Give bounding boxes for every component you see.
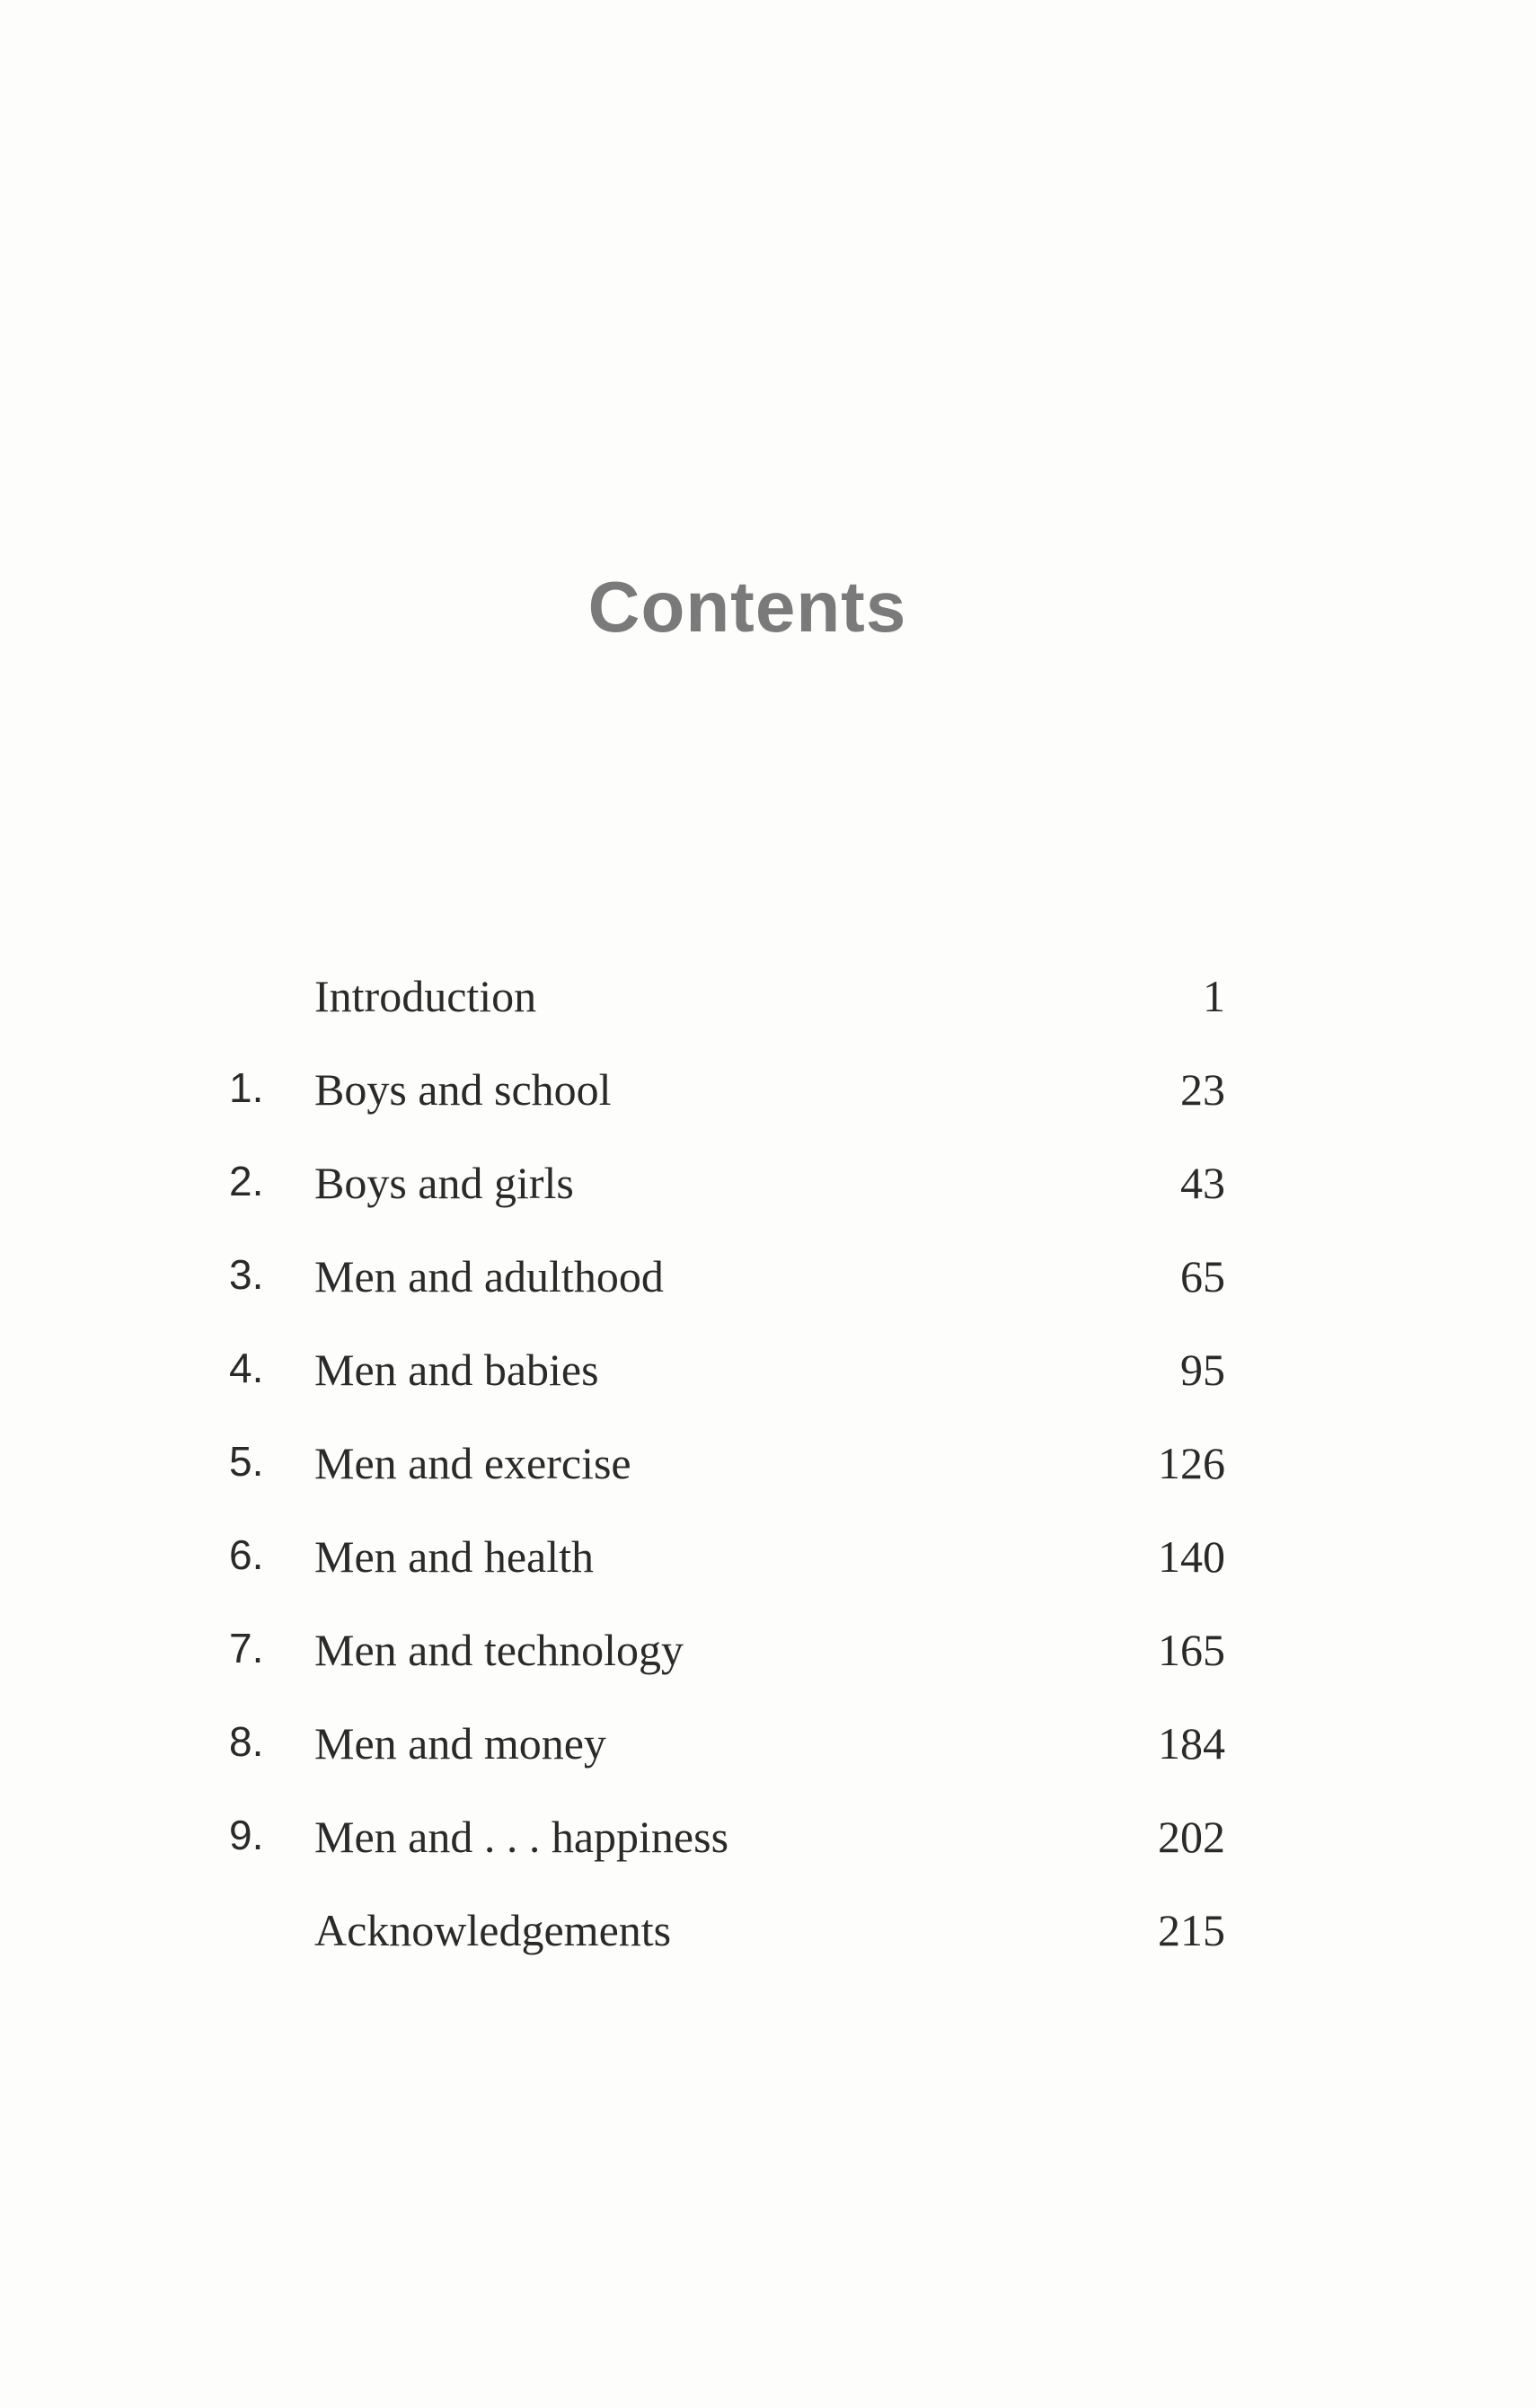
chapter-number: 4. — [229, 1345, 264, 1391]
chapter-title: Men and . . . happiness — [314, 1812, 729, 1862]
page-number: 23 — [1180, 1064, 1225, 1115]
page-number: 215 — [1158, 1905, 1225, 1955]
chapter-number: 3. — [229, 1251, 264, 1298]
page-title: Contents — [587, 567, 907, 647]
chapter-title: Men and adulthood — [314, 1251, 664, 1301]
toc-entry[interactable] — [0, 1717, 1536, 1807]
toc-entry[interactable] — [0, 1530, 1536, 1620]
page-number: 140 — [1158, 1531, 1225, 1582]
page-number: 126 — [1158, 1438, 1225, 1488]
toc-entry[interactable] — [0, 1344, 1536, 1433]
chapter-title: Acknowledgements — [314, 1905, 672, 1955]
page-number: 95 — [1180, 1345, 1225, 1395]
chapter-title: Men and technology — [314, 1625, 684, 1675]
page-number: 1 — [1203, 971, 1225, 1021]
page-number: 202 — [1158, 1812, 1225, 1862]
toc-entry[interactable] — [0, 1624, 1536, 1714]
chapter-title: Introduction — [314, 971, 537, 1021]
toc-entry[interactable] — [0, 1157, 1536, 1247]
chapter-title: Boys and girls — [314, 1158, 574, 1208]
chapter-title: Men and health — [314, 1531, 595, 1582]
toc-entry[interactable] — [0, 1250, 1536, 1340]
chapter-title: Men and babies — [314, 1345, 599, 1395]
toc-entry[interactable] — [0, 1904, 1536, 1994]
chapter-number: 9. — [229, 1812, 264, 1858]
chapter-title: Men and exercise — [314, 1438, 631, 1488]
page-number: 65 — [1180, 1251, 1225, 1301]
chapter-number: 2. — [229, 1158, 264, 1204]
toc-entry[interactable] — [0, 1437, 1536, 1527]
page-number: 184 — [1158, 1718, 1225, 1769]
chapter-number: 5. — [229, 1438, 264, 1485]
chapter-number: 8. — [229, 1718, 264, 1765]
chapter-title: Men and money — [314, 1718, 606, 1769]
chapter-title: Boys and school — [314, 1064, 612, 1115]
chapter-number: 7. — [229, 1625, 264, 1671]
page-number: 43 — [1180, 1158, 1225, 1208]
page-number: 165 — [1158, 1625, 1225, 1675]
toc-entry[interactable] — [0, 1063, 1536, 1153]
chapter-number: 1. — [229, 1064, 264, 1111]
toc-entry[interactable] — [0, 1811, 1536, 1901]
toc-entry[interactable] — [0, 970, 1536, 1060]
chapter-number: 6. — [229, 1531, 264, 1578]
